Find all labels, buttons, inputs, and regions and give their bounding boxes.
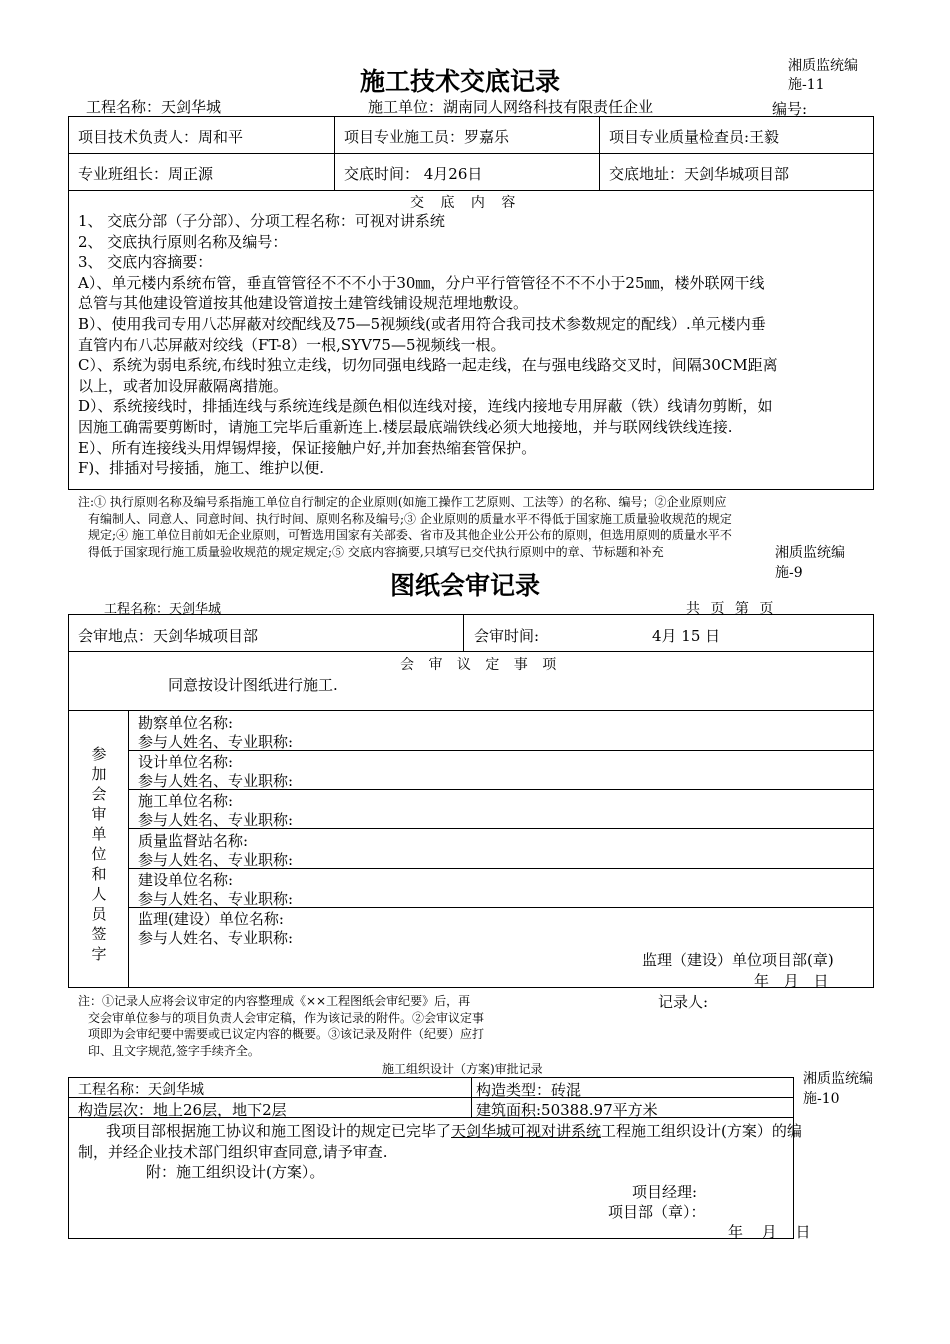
note-line: 有编制人、同意人、同意时间、执行时间、原则名称及编号;③ 企业原则的质量水平不得低于国家施工质量验收规范的规定: [88, 511, 732, 526]
structure-floors: 构造层次：地上26层，地下2层: [78, 1101, 287, 1119]
content-line: 总管与其他建设管道按其他建设管道按土建管线铺设规范埋地敷设。: [78, 294, 529, 313]
project-name: 工程名称：天剑华城: [104, 602, 222, 617]
participant-person: 参与人姓名、专业职称:: [138, 772, 294, 791]
note-line: 项即为会审纪要中需要或已议定内容的概要。③该记录及附件（纪要）应打: [88, 1027, 485, 1041]
serial-number: 编号:: [772, 100, 808, 118]
supervision-date: 年 月 日: [754, 972, 829, 990]
note-line: 注:① 执行原则名称及编号系指施工单位自行制定的企业原则(如施工操作工艺原则、工法等）的名称、编号；②企业原则应: [78, 495, 727, 509]
participant-unit: 施工单位名称:: [138, 792, 234, 811]
content-line: 2、 交底执行原则名称及编号：: [78, 232, 288, 251]
review-time-value: 4月 15 日: [652, 627, 721, 645]
content-line: 直管内布八芯屏蔽对绞线（FT-8）一根,SYV75—5视频线一根。: [78, 335, 506, 354]
form-code-line1: 湘质监统编: [775, 545, 845, 561]
participant-divider: [128, 868, 874, 869]
structure-type: 构造类型：砖混: [476, 1081, 582, 1099]
project-name: 工程名称：天剑华城: [78, 1082, 204, 1098]
note-line: 交会审单位参与的项目负责人会审定稿，作为该记录的附件。②会审议定事: [88, 1010, 485, 1025]
content-line: D）、系统接线时，排插连线与系统连线是颜色相似连线对接，连线内接地专用屏蔽（铁）线请勿剪断，如: [78, 397, 773, 416]
supervision-seal: 监理（建设）单位项目部(章): [642, 951, 834, 969]
content-line: F)、排插对号接插，施工、维护以便.: [78, 459, 325, 478]
site-engineer: 项目专业施工员：罗嘉乐: [344, 128, 510, 146]
team-leader: 专业班组长：周正源: [78, 165, 214, 183]
participant-person: 参与人姓名、专业职称:: [138, 889, 294, 908]
disclosure-location: 交底地址：天剑华城项目部: [609, 165, 790, 183]
content-line: C）、系统为弱电系统,布线时独立走线，切勿同强电线路一起走线，在与强电线路交叉时，间隔30CM距离: [78, 356, 778, 375]
participant-unit: 设计单位名称:: [138, 753, 234, 772]
content-line: E）、所有连接线头用焊锡焊接，保证接触户好,并加套热缩套管保护。: [78, 438, 537, 457]
section-title: 施工组织设计（方案)审批记录: [382, 1062, 543, 1076]
content-line: 因施工确需要剪断时，请施工完毕后重新连上.楼层最底端铁线必须大地接地，并与联网线铁线连接.: [78, 418, 733, 436]
note-line: 印、且文字规范,签字手续齐全。: [88, 1043, 260, 1058]
form-code-line2: 施-10: [803, 1091, 840, 1107]
participants-side-label: 参加会审单位和人员签字: [91, 745, 107, 963]
participant-person: 参与人姓名、专业职称:: [138, 850, 294, 869]
project-manager-label: 项目经理:: [632, 1183, 698, 1201]
project-dept-seal: 项目部（章）：: [608, 1203, 706, 1221]
form-code-line2: 施-11: [788, 77, 825, 93]
approval-date: 年 月 日: [728, 1223, 811, 1241]
project-name: 工程名称：天剑华城: [86, 98, 222, 116]
content-line: 1、 交底分部（子分部）、分项工程名称：可视对讲系统: [78, 212, 445, 230]
participant-person: 参与人姓名、专业职称:: [138, 811, 294, 830]
content-line: B）、使用我司专用八芯屏蔽对绞配线及75—5视频线(或者用符合我司技术参数规定的配线）.单元楼内垂: [78, 315, 766, 333]
participant-divider: [128, 789, 874, 790]
participant-unit: 监理(建设）单位名称:: [138, 910, 284, 928]
building-area: 建筑面积:50388.97平方米: [476, 1101, 658, 1119]
content-line: A）、单元楼内系统布管，垂直管管径不不不小于30㎜，分户平行管管径不不不小于25㎜，楼外联网干线: [78, 273, 765, 292]
content-line: 以上，或者加设屏蔽隔离措施。: [78, 376, 289, 395]
construction-unit: 施工单位：湖南同人网络科技有限责任企业: [368, 98, 654, 116]
content-line: 3、 交底内容摘要：: [78, 253, 213, 272]
participant-unit: 质量监督站名称:: [138, 831, 249, 850]
section-title: 图纸会审记录: [390, 571, 541, 600]
page-title: 施工技术交底记录: [360, 67, 561, 96]
participant-unit: 勘察单位名称:: [138, 714, 234, 732]
recorder-label: 记录人:: [658, 993, 709, 1011]
participant-person: 参与人姓名、专业职称:: [138, 733, 294, 751]
disclosure-time: 交底时间： 4月26日: [344, 165, 483, 183]
review-time-label: 会审时间:: [474, 627, 540, 645]
quality-inspector: 项目专业质量检查员:王毅: [609, 128, 780, 146]
note-line: 得低于国家现行施工质量验收规范的规定规定;⑤ 交底内容摘要,只填写已交代执行原则中的章、节标题和补充: [88, 544, 664, 559]
form-code-line1: 湘质监统编: [788, 58, 858, 74]
note-line: 注：①记录人应将会议审定的内容整理成《××工程图纸会审纪要》后，再: [78, 994, 471, 1008]
approval-statement: 我项目部根据施工协议和施工图设计的规定已完毕了天剑华城可视对讲系统工程施工组织设计(方案）的编: [106, 1122, 802, 1140]
agreed-items-text: 同意按设计图纸进行施工.: [168, 676, 338, 694]
approval-statement-cont: 制，并经企业技术部门组织审查同意,请予审查.: [78, 1143, 388, 1161]
form-code-line1: 湘质监统编: [803, 1071, 873, 1087]
agreed-items-header: 会 审 议 定 事 项: [400, 657, 562, 673]
participant-divider: [128, 750, 874, 751]
form-code-line2: 施-9: [775, 565, 803, 581]
attachment-line: 附：施工组织设计(方案）。: [146, 1163, 325, 1181]
page-count: 共 页 第 页: [686, 601, 774, 617]
participant-person: 参与人姓名、专业职称:: [138, 929, 294, 947]
participant-unit: 建设单位名称:: [138, 870, 234, 889]
tech-lead: 项目技术负责人：周和平: [78, 128, 244, 146]
note-line: 规定;④ 施工单位目前如无企业原则，可暂选用国家有关部委、省市及其他企业公开公布的原则，但选用原则的质量水平不: [88, 528, 732, 542]
system-name: 天剑华城可视对讲系统: [451, 1122, 602, 1140]
content-header: 交 底 内 容: [410, 195, 522, 211]
review-place: 会审地点：天剑华城项目部: [78, 627, 259, 645]
